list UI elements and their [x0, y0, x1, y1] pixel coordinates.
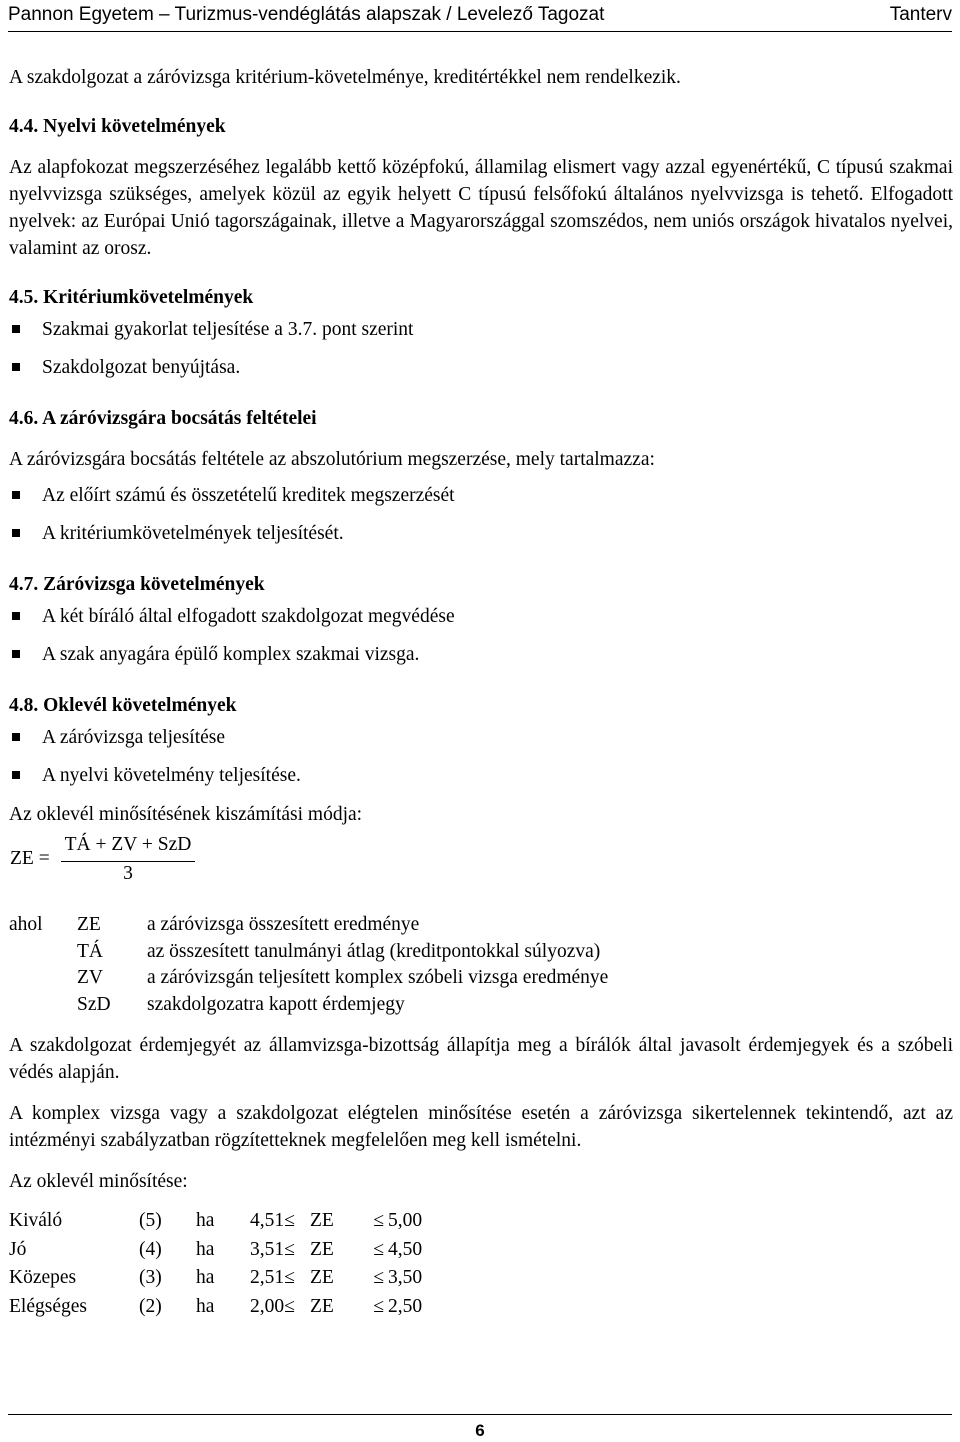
section-title: Nyelvi követelmények — [43, 116, 226, 137]
grade-high: 3,50 — [388, 1267, 423, 1288]
list-item-text: A két bíráló által elfogadott szakdolgozat megvédése — [42, 606, 455, 627]
criteria-list — [9, 311, 953, 387]
formula-denominator: 3 — [123, 863, 133, 884]
page-header — [8, 0, 952, 30]
grade-le: ≤ — [373, 1210, 384, 1231]
section-heading-4-8 — [9, 692, 953, 719]
page-number: 6 — [475, 1421, 485, 1440]
grade-high: 4,50 — [388, 1238, 423, 1260]
section-title: A záróvizsgára bocsátás feltételei — [42, 408, 317, 429]
header-section: Tanterv — [889, 4, 952, 25]
intro-paragraph: A szakdolgozat a záróvizsga kritérium-követelménye, kreditértékkel nem rendelkezik. — [9, 67, 681, 88]
grade-low: 4,51≤ — [250, 1210, 295, 1231]
list-item-text: Az előírt számú és összetételű kreditek megszerzését — [42, 485, 455, 506]
section-number: 4.7. — [9, 574, 39, 595]
grade-ze: ZE — [310, 1295, 334, 1317]
bullet-icon — [12, 650, 20, 658]
grade-name: Jó — [9, 1238, 27, 1260]
grade-high: 2,50 — [388, 1295, 423, 1317]
list-item — [9, 719, 953, 757]
admission-list — [9, 477, 953, 553]
where-label: ahol — [9, 914, 43, 935]
section-number: 4.5. — [9, 287, 39, 308]
symbol-description: a záróvizsga összesített eredménye — [147, 914, 420, 935]
final-exam-list — [9, 598, 953, 674]
section-number: 4.4. — [9, 116, 39, 137]
list-item-text: Szakdolgozat benyújtása. — [42, 357, 241, 378]
grade-low: 2,51≤ — [250, 1267, 295, 1288]
bullet-icon — [12, 733, 20, 741]
symbol-definitions — [9, 912, 953, 1018]
bullet-icon — [12, 363, 20, 371]
section-title: Kritériumkövetelmények — [43, 287, 254, 308]
grade-ze: ZE — [310, 1238, 334, 1260]
list-item — [9, 598, 953, 636]
admission-paragraph: A záróvizsgára bocsátás feltétele az abszolutórium megszerzése, mely tartalmazza: — [9, 449, 655, 470]
bullet-icon — [12, 771, 20, 779]
grade-code: (5) — [139, 1210, 162, 1231]
thesis-grade-paragraph: A szakdolgozat érdemjegyét az államvizsga-bizottság állapítja meg a bírálók által javasolt érdemjegyek és a szóbeli védés alapján. — [9, 1035, 953, 1083]
grade-table — [9, 1207, 953, 1321]
grade-low: 3,51≤ — [250, 1238, 295, 1260]
symbol-description: szakdolgozatra kapott érdemjegy — [147, 993, 405, 1015]
section-heading-4-6 — [9, 405, 953, 432]
list-item-text: A záróvizsga teljesítése — [42, 727, 226, 748]
symbol-description: az összesített tanulmányi átlag (kreditpontokkal súlyozva) — [147, 940, 601, 962]
grade-ha: ha — [196, 1210, 215, 1231]
grade-le: ≤ — [373, 1238, 384, 1260]
grade-ze: ZE — [310, 1267, 334, 1288]
grade-high: 5,00 — [388, 1210, 423, 1231]
bullet-icon — [12, 325, 20, 333]
grade-code: (2) — [139, 1295, 162, 1317]
list-item — [9, 477, 953, 515]
list-item — [9, 349, 953, 387]
grade-ha: ha — [196, 1238, 215, 1260]
formula-lhs: ZE = — [10, 848, 50, 869]
list-item — [9, 757, 953, 795]
bullet-icon — [12, 491, 20, 499]
bullet-icon — [12, 529, 20, 537]
grade-code: (4) — [139, 1238, 162, 1260]
symbol: SzD — [77, 993, 111, 1015]
grade-ha: ha — [196, 1295, 215, 1317]
grade-code: (3) — [139, 1267, 162, 1288]
header-divider — [8, 31, 952, 32]
section-heading-4-5 — [9, 284, 953, 311]
bullet-icon — [12, 612, 20, 620]
fraction-bar — [61, 861, 195, 862]
symbol: ZV — [77, 967, 103, 988]
section-number: 4.8. — [9, 695, 39, 716]
list-item — [9, 311, 953, 349]
failure-paragraph: A komplex vizsga vagy a szakdolgozat elégtelen minősítése esetén a záróvizsga sikertelennek tekintendő, azt az intézményi szabályzatban rögzítetteknek megfelelően meg kell ismételni. — [9, 1103, 953, 1151]
formula-numerator: TÁ + ZV + SzD — [64, 834, 192, 855]
symbol: ZE — [77, 914, 101, 935]
symbol: TÁ — [77, 940, 103, 962]
header-title: Pannon Egyetem – Turizmus-vendéglátás alapszak / Levelező Tagozat — [8, 4, 605, 25]
section-title: Záróvizsga követelmények — [43, 574, 265, 595]
footer-divider — [8, 1414, 952, 1415]
grade-name: Elégséges — [9, 1295, 87, 1317]
grade-intro: Az oklevél minősítése: — [9, 1171, 188, 1192]
grade-ze: ZE — [310, 1210, 334, 1231]
grade-low: 2,00≤ — [250, 1295, 295, 1317]
grade-formula — [9, 836, 953, 886]
list-item-text: A szak anyagára épülő komplex szakmai vizsga. — [42, 644, 420, 665]
list-item-text: Szakmai gyakorlat teljesítése a 3.7. pont szerint — [42, 319, 414, 340]
grade-ha: ha — [196, 1267, 215, 1288]
section-heading-4-7 — [9, 571, 953, 598]
section-number: 4.6. — [9, 408, 39, 429]
calculation-intro: Az oklevél minősítésének kiszámítási módja: — [9, 804, 363, 825]
diploma-list — [9, 719, 953, 795]
language-requirements-paragraph: Az alapfokozat megszerzéséhez legalább kettő középfokú, államilag elismert vagy azzal egyenértékű, C típusú szakmai nyelvvizsga szükséges, amelyek közül az egyik helyett C típusú felsőfokú általános nyelvvizsga is tehető. Elfogadott nyelvek: az Európai Unió tagországainak, illetve a Magyarországgal szomszédos, nem uniós országok hivatalos nyelvei, valamint az orosz. — [9, 157, 953, 259]
grade-name: Közepes — [9, 1267, 77, 1288]
grade-name: Kiváló — [9, 1210, 63, 1231]
section-title: Oklevél követelmények — [43, 695, 237, 716]
list-item-text: A nyelvi követelmény teljesítése. — [42, 765, 301, 786]
grade-le: ≤ — [373, 1267, 384, 1288]
list-item — [9, 636, 953, 674]
list-item — [9, 515, 953, 553]
document-body — [9, 64, 953, 1321]
section-heading-4-4 — [9, 113, 953, 140]
list-item-text: A kritériumkövetelmények teljesítését. — [42, 523, 344, 544]
symbol-description: a záróvizsgán teljesített komplex szóbeli vizsga eredménye — [147, 967, 609, 988]
grade-le: ≤ — [373, 1295, 384, 1317]
